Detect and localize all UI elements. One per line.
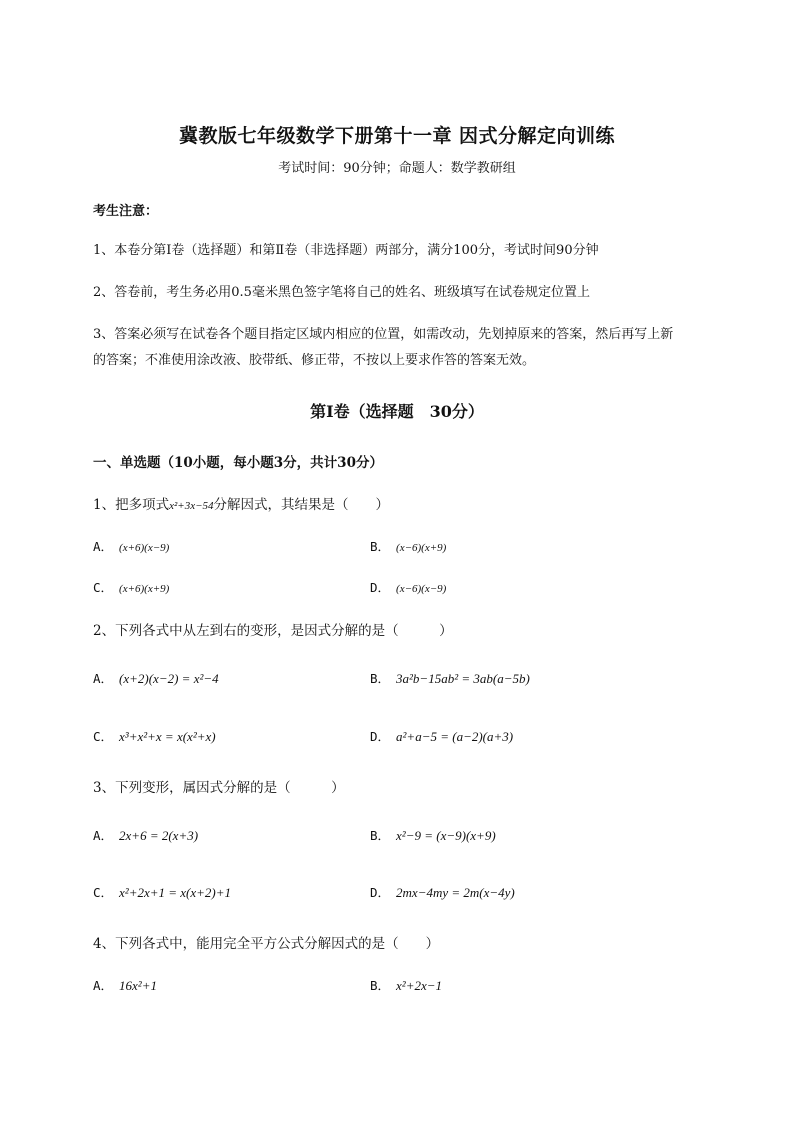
option-text: 3a²b−15ab² = 3ab(a−5b) (396, 671, 530, 686)
option-label: B． (370, 671, 391, 686)
question-4-option-a[interactable] (93, 976, 157, 994)
question-2-option-a[interactable] (93, 669, 219, 687)
option-label: B． (370, 828, 391, 843)
option-text: x²+2x−1 (396, 978, 443, 993)
question-1-option-b[interactable] (370, 537, 446, 555)
question-1-math: x²+3x−54 (169, 500, 214, 512)
option-label: C． (93, 729, 114, 744)
option-label: A． (93, 539, 114, 554)
option-label: D． (370, 580, 391, 595)
option-label: B． (370, 539, 391, 554)
option-label: A． (93, 671, 114, 686)
option-text: (x+6)(x−9) (119, 542, 170, 554)
note-item-2: 2、答卷前，考生务必用0.5毫米黑色签字笔将自己的姓名、班级填写在试卷规定位置上 (93, 285, 590, 300)
option-text: (x−6)(x−9) (396, 583, 447, 595)
question-1-prefix: 1、把多项式 (93, 497, 170, 513)
page-title: 冀教版七年级数学下册第十一章 因式分解定向训练 (178, 125, 616, 147)
question-1-suffix: 分解因式，其结果是（ ） (213, 497, 390, 513)
page-subtitle: 考试时间：90分钟；命题人：数学教研组 (278, 161, 516, 176)
option-text: (x+6)(x+9) (119, 583, 170, 595)
option-label: A． (93, 828, 114, 843)
part-heading: 一、单选题（10小题，每小题3分，共计30分） (93, 455, 383, 471)
question-4-option-b[interactable] (370, 976, 442, 994)
question-3-option-b[interactable] (370, 826, 496, 844)
question-1-option-c[interactable] (93, 578, 169, 596)
option-label: B． (370, 978, 391, 993)
option-text: x²−9 = (x−9)(x+9) (396, 828, 496, 843)
question-1-stem (93, 493, 389, 513)
question-2-option-c[interactable] (93, 727, 216, 745)
option-text: x²+2x+1 = x(x+2)+1 (119, 885, 232, 900)
question-2-option-d[interactable] (370, 727, 513, 745)
question-3-option-a[interactable] (93, 826, 198, 844)
notes-heading: 考生注意： (93, 204, 159, 219)
option-text: 2mx−4my = 2m(x−4y) (396, 885, 515, 900)
question-3-option-c[interactable] (93, 883, 231, 901)
option-text: a²+a−5 = (a−2)(a+3) (396, 729, 514, 744)
question-3-option-d[interactable] (370, 883, 515, 901)
question-1-option-a[interactable] (93, 537, 169, 555)
question-1-option-d[interactable] (370, 578, 446, 596)
option-text: (x−6)(x+9) (396, 542, 447, 554)
question-4-stem: 4、下列各式中，能用完全平方公式分解因式的是（ ） (93, 936, 440, 952)
question-2-stem: 2、下列各式中从左到右的变形，是因式分解的是（ ） (93, 623, 453, 639)
option-text: 16x²+1 (119, 978, 157, 993)
note-item-1: 1、本卷分第Ⅰ卷（选择题）和第Ⅱ卷（非选择题）两部分，满分100分，考试时间90分钟 (93, 243, 599, 258)
option-label: D． (370, 729, 391, 744)
option-label: D． (370, 885, 391, 900)
option-label: A． (93, 978, 114, 993)
option-text: (x+2)(x−2) = x²−4 (119, 671, 219, 686)
note-item-3-continued: 的答案；不准使用涂改液、胶带纸、修正带，不按以上要求作答的答案无效。 (93, 353, 536, 368)
option-label: C． (93, 580, 114, 595)
question-3-stem: 3、下列变形，属因式分解的是（ ） (93, 780, 345, 796)
note-item-3: 3、答案必须写在试卷各个题目指定区域内相应的位置，如需改动，先划掉原来的答案，然后再写上新 (93, 327, 674, 342)
section-title: 第Ⅰ卷（选择题 30分） (310, 402, 484, 421)
option-text: x³+x²+x = x(x²+x) (119, 729, 216, 744)
option-text: 2x+6 = 2(x+3) (119, 828, 199, 843)
question-2-option-b[interactable] (370, 669, 530, 687)
option-label: C． (93, 885, 114, 900)
